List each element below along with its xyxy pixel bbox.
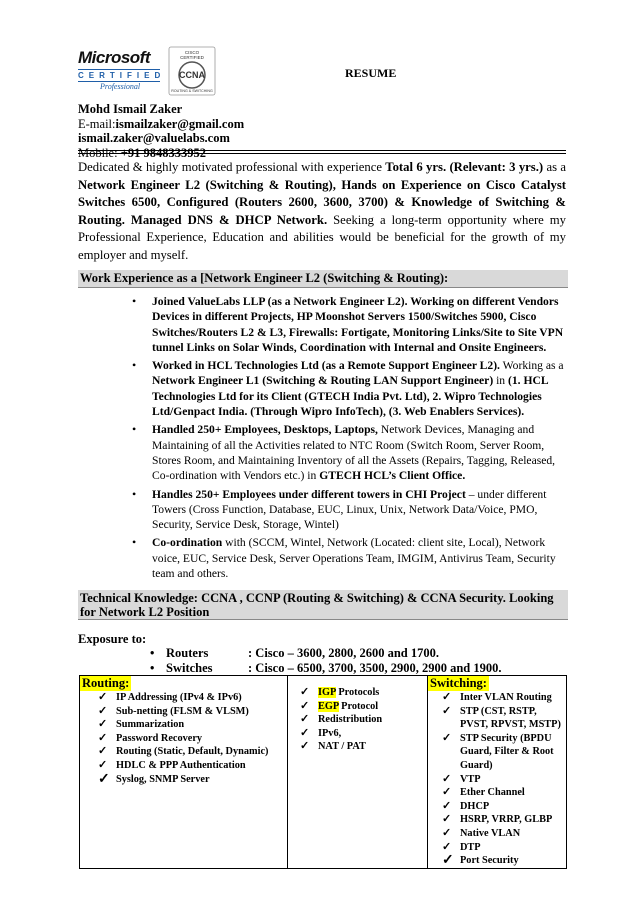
protocols-column: [288, 676, 428, 869]
list-item: ✓ DTP: [442, 841, 566, 855]
exposure-value: : Cisco – 6500, 3700, 3500, 2900, 2900 and 1900.: [248, 661, 502, 675]
ccna-badge-logo: [168, 46, 216, 96]
professional-summary: [78, 159, 566, 264]
experience-text: in: [493, 374, 509, 388]
work-experience-list: [128, 294, 568, 584]
summary-experience-years: Total 6 yrs. (Relevant: 3 yrs.): [385, 160, 544, 174]
list-item: ✓ STP Security (BPDU Guard, Filter & Root Guard): [442, 732, 566, 773]
list-item: ✓ STP (CST, RSTP, PVST, RPVST, MSTP): [442, 705, 566, 732]
header-rule-double: [78, 153, 566, 154]
list-item: [128, 535, 568, 581]
mobile-label: Mobile:: [78, 145, 121, 160]
list-item: [128, 422, 568, 483]
exposure-label: Exposure to:: [78, 632, 147, 646]
list-item: [128, 487, 568, 533]
experience-text: (1. HCL Technologies Ltd for its Client (GTECH India Pvt. Ltd), 2. Wipro Technologies Ltd/Genpact India. (Through Wipro InfoTech), (3. Web Enablers Services).: [152, 374, 548, 419]
experience-text: Working as a: [499, 359, 564, 373]
header-rule: [78, 150, 566, 151]
experience-text: Network Devices, Managing and Maintaining of all the Activities related to NTC Room (Switch Room, Server Room, Stores Room, and Maintaining Inventory of all the Assets (Repairs, Tagging, Released, Co-ordination with Vendors etc.) in: [152, 423, 556, 483]
list-item: ✓ IP Addressing (IPv4 & IPv6): [98, 691, 287, 705]
list-item: ✓ Summarization: [98, 718, 287, 732]
list-item: [128, 358, 568, 419]
contact-block: [78, 102, 244, 160]
experience-text: Worked in HCL Technologies Ltd (as a Remote Support Engineer L2).: [152, 359, 500, 373]
svg-text:CISCO: CISCO: [184, 50, 200, 55]
microsoft-certified-logo: [78, 48, 166, 96]
summary-objective: Seeking a long-term opportunity where my Professional Experience, Education and abilities would be beneficial for the growth of my employer and myself.: [78, 212, 566, 262]
list-item: ✓ IGP Protocols: [300, 686, 427, 700]
experience-text: with (SCCM, Wintel, Network (Located: client site, Local), Network voice, EUC, Service Desk, Server Operations Team, IMGIM, Antivirus Team, Security team and others.: [152, 536, 556, 581]
experience-text: Co-ordination: [152, 536, 223, 550]
highlighted-term: EGP: [318, 700, 339, 712]
summary-text: as a: [543, 160, 567, 174]
resume-title: RESUME: [345, 66, 397, 80]
experience-text: Handled 250+ Employees, Desktops, Laptops,: [152, 423, 378, 437]
email-primary: ismailzaker@gmail.com: [115, 116, 245, 131]
list-item: ✓ Syslog, SNMP Server: [98, 773, 287, 787]
list-item: ✓ NAT / PAT: [300, 740, 427, 754]
technical-knowledge-heading: Technical Knowledge: CCNA , CCNP (Routing & Switching) & CCNA Security. Looking for Network L2 Position: [78, 590, 568, 620]
svg-text:CCNA: CCNA: [179, 70, 205, 80]
list-item: ✓ Redistribution: [300, 713, 427, 727]
list-item: ✓ DHCP: [442, 800, 566, 814]
experience-text: – under different Towers (Cross Function, Database, EUC, Linux, Unix, Network Data/Voice, PMO, Security, Service Desk, Storage, Wintel): [152, 487, 547, 532]
protocols-list: [288, 686, 427, 754]
microsoft-wordmark: Microsoft: [78, 48, 150, 67]
list-item: ✓ HSRP, VRRP, GLBP: [442, 813, 566, 827]
work-experience-heading: Work Experience as a [Network Engineer L2 (Switching & Routing):: [78, 270, 568, 288]
email-secondary: ismail.zaker@valuelabs.com: [78, 131, 230, 145]
candidate-name: Mohd Ismail Zaker: [78, 102, 183, 116]
highlighted-term: IGP: [318, 687, 336, 698]
skills-table: [79, 675, 567, 869]
list-item: ✓ HDLC & PPP Authentication: [98, 759, 287, 773]
svg-text:ROUTING & SWITCHING: ROUTING & SWITCHING: [171, 89, 213, 93]
list-item: ✓ Ether Channel: [442, 786, 566, 800]
exposure-row: [148, 646, 501, 661]
switching-heading: Switching:: [430, 676, 487, 690]
experience-text: Network Engineer L1 (Switching & Routing LAN Support Engineer): [152, 374, 494, 388]
table-row: [80, 676, 567, 869]
list-item: ✓ Native VLAN: [442, 827, 566, 841]
routing-heading: Routing:: [82, 676, 130, 690]
routing-column: [80, 676, 288, 869]
email-label: E-mail:: [78, 116, 116, 131]
email-line-2: [78, 131, 244, 146]
routing-list: [80, 691, 287, 786]
list-item: [128, 294, 568, 355]
summary-text: Dedicated & highly motivated professional with experience: [78, 160, 386, 174]
list-item: ✓ Sub-netting (FLSM & VLSM): [98, 705, 287, 719]
exposure-key: • Switches: [148, 661, 248, 676]
certified-band: CERTIFIED: [78, 71, 166, 80]
email-line-1: [78, 117, 244, 132]
summary-role: Network Engineer L2 (Switching & Routing), Hands on Experience on Cisco Catalyst Switches 6500, Configured (Routers 2600, 3600, 3700) & Knowledge of Switching & Routing. Managed DNS & DHCP Network.: [78, 177, 566, 227]
list-item: ✓ Password Recovery: [98, 732, 287, 746]
svg-text:CERTIFIED: CERTIFIED: [180, 55, 204, 60]
mobile-number: +91 9848333952: [120, 145, 206, 160]
switching-column: [428, 676, 567, 869]
exposure-key: • Routers: [148, 646, 248, 661]
list-item: ✓ IPv6,: [300, 727, 427, 741]
exposure-value: : Cisco – 3600, 2800, 2600 and 1700.: [248, 646, 439, 660]
list-item: ✓ Inter VLAN Routing: [442, 691, 566, 705]
experience-text: Joined ValueLabs LLP (as a Network Engineer L2). Working on different Vendors Devices in different Projects, HP Moonshot Servers 1500/Switches 5900, Cisco Switches/Routers L2 & L3, Firewalls: Fortigate, Monitoring Links/Site to Site VPN tunnel Links on Solar Winds, Coordination with Internal and Onsite Engineers.: [152, 295, 564, 354]
list-item: ✓ Routing (Static, Default, Dynamic): [98, 745, 287, 759]
switching-list: [428, 691, 566, 868]
list-item: ✓ EGP Protocol: [300, 700, 427, 714]
exposure-row: [148, 661, 501, 676]
professional-script: Professional: [100, 82, 141, 91]
experience-text: Handles 250+ Employees under different towers in CHI Project: [152, 487, 466, 501]
exposure-list: [148, 646, 501, 676]
list-item: ✓ VTP: [442, 773, 566, 787]
experience-text: GTECH HCL’s Client Office.: [319, 469, 466, 483]
list-item: ✓ Port Security: [442, 854, 566, 868]
